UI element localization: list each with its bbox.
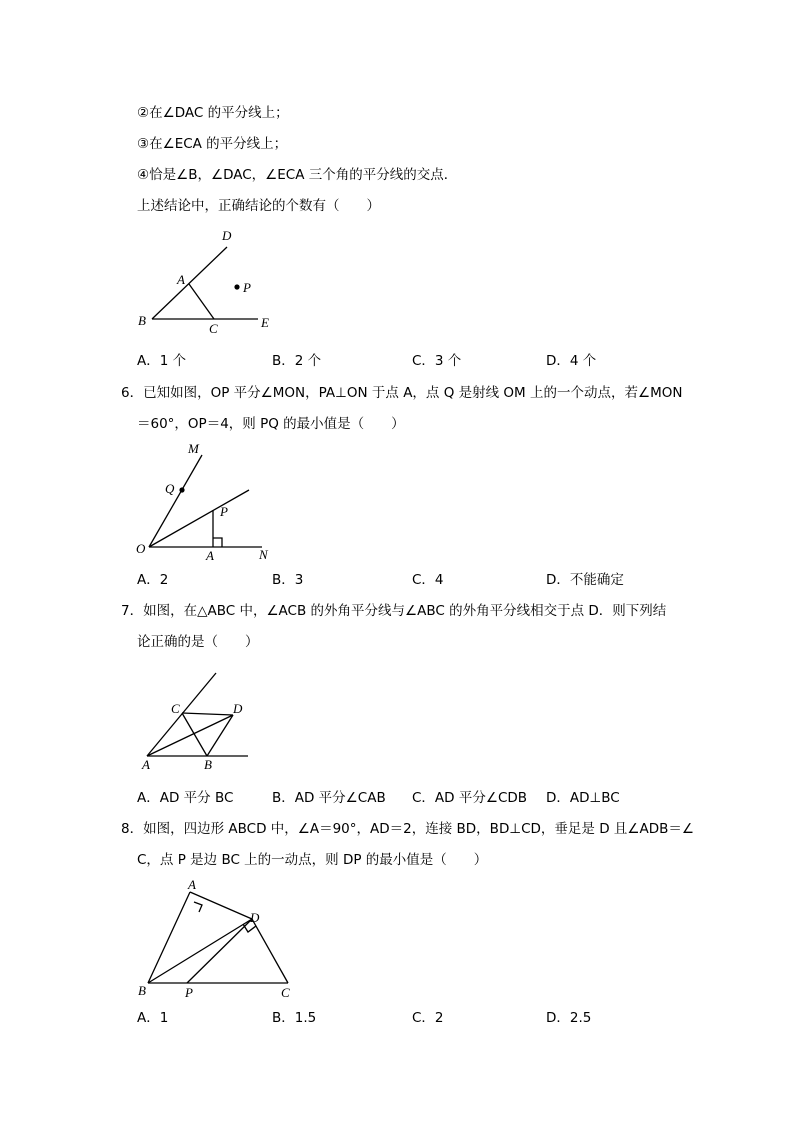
q5-label-A: A xyxy=(177,272,185,287)
q8-option-d: D．2.5 xyxy=(546,1010,592,1026)
q6-label-P: P xyxy=(220,504,228,519)
q5-prompt: 上述结论中，正确结论的个数有（ ） xyxy=(137,198,380,214)
q6-option-d: D．不能确定 xyxy=(546,572,624,588)
q7-option-c: C．AD 平分∠CDB xyxy=(412,790,528,806)
q5-option-b: B．2 个 xyxy=(272,353,322,369)
q8-right-angle-mark-A xyxy=(194,902,202,912)
q5-label-P: P xyxy=(243,280,251,295)
q5-option-d: D．4 个 xyxy=(546,353,597,369)
q8-label-D: D xyxy=(250,910,260,925)
q6-label-O: O xyxy=(136,541,146,556)
q6-stem-line1: 6．已知如图，OP 平分∠MON，PA⊥ON 于点 A，点 Q 是射线 OM 上的一个动点，若∠MON xyxy=(121,385,683,401)
q5-statement-4: ④恰是∠B，∠DAC，∠ECA 三个角的平分线的交点． xyxy=(137,167,458,183)
q7-label-B: B xyxy=(204,757,212,772)
q7-stem-line2: 论正确的是（ ） xyxy=(137,634,259,650)
q7-label-D: D xyxy=(233,701,243,716)
q5-label-E: E xyxy=(261,315,269,330)
q5-statement-3: ③在∠ECA 的平分线上； xyxy=(137,136,288,152)
q5-option-a: A．1 个 xyxy=(137,353,187,369)
q8-side-DC xyxy=(252,919,288,983)
q7-label-C: C xyxy=(171,701,180,716)
q8-option-c: C．2 xyxy=(412,1010,444,1026)
q6-option-a: A．2 xyxy=(137,572,169,588)
q6-label-Q: Q xyxy=(165,481,175,496)
q6-label-M: M xyxy=(188,441,199,456)
q5-label-B: B xyxy=(138,313,146,328)
q6-option-b: B．3 xyxy=(272,572,304,588)
q6-label-N: N xyxy=(259,547,268,562)
q8-stem-line1: 8．如图，四边形 ABCD 中，∠A＝90°，AD＝2，连接 BD，BD⊥CD，垂足是 D 且∠ADB＝∠ xyxy=(121,821,694,837)
q8-label-C: C xyxy=(281,985,290,1000)
q7-stem-line1: 7．如图，在△ABC 中，∠ACB 的外角平分线与∠ABC 的外角平分线相交于点 D．则下列结 xyxy=(121,603,667,619)
q8-label-P: P xyxy=(185,985,193,1000)
q6-label-A: A xyxy=(206,548,214,563)
q5-label-D: D xyxy=(222,228,232,243)
q5-label-C: C xyxy=(209,321,218,336)
q8-side-AD xyxy=(190,892,252,919)
q6-option-c: C．4 xyxy=(412,572,444,588)
q5-option-c: C．3 个 xyxy=(412,353,462,369)
q8-label-A: A xyxy=(188,877,196,892)
q7-option-b: B．AD 平分∠CAB xyxy=(272,790,386,806)
q8-diagonal-BD xyxy=(148,919,252,983)
q6-stem-line2: ＝60°，OP＝4，则 PQ 的最小值是（ ） xyxy=(137,416,405,432)
q8-option-b: B．1.5 xyxy=(272,1010,317,1026)
q8-label-B: B xyxy=(138,983,146,998)
q7-option-d: D．AD⊥BC xyxy=(546,790,620,806)
q8-segment-DP xyxy=(187,919,252,983)
q7-label-A: A xyxy=(142,757,150,772)
q7-option-a: A．AD 平分 BC xyxy=(137,790,234,806)
q8-option-a: A．1 xyxy=(137,1010,169,1026)
q5-statement-2: ②在∠DAC 的平分线上； xyxy=(137,105,289,121)
q8-stem-line2: C，点 P 是边 BC 上的一动点，则 DP 的最小值是（ ） xyxy=(137,852,488,868)
